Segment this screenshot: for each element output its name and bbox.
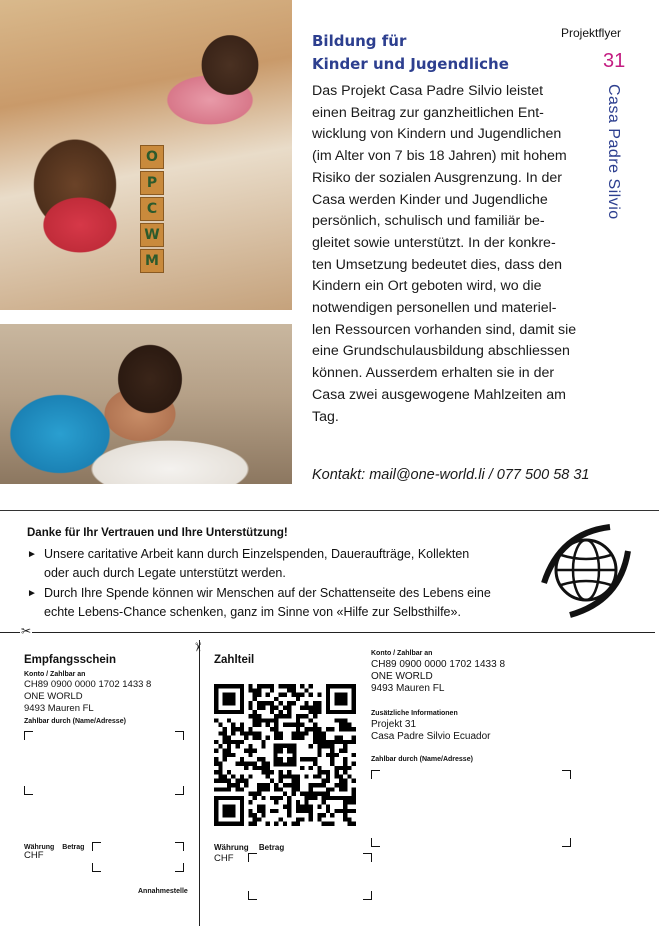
project-number: 31 bbox=[603, 50, 626, 72]
box-corner bbox=[562, 838, 571, 847]
receipt-iban: CH89 0900 0000 1702 1433 8 bbox=[24, 679, 152, 690]
scissors-icon: ✂ bbox=[191, 641, 206, 653]
text-line: Tag. bbox=[312, 408, 339, 425]
qr-finder-pattern bbox=[328, 686, 354, 712]
text-line: einen Beitrag zur ganzheitlichen Ent- bbox=[312, 104, 544, 121]
bullet-arrow-icon: ► bbox=[27, 588, 37, 599]
receipt-name: ONE WORLD bbox=[24, 691, 83, 702]
vertical-cut-line bbox=[199, 640, 200, 926]
box-corner bbox=[92, 863, 101, 872]
box-corner bbox=[175, 786, 184, 795]
photo-child-with-blocks bbox=[0, 0, 292, 310]
payment-account-label: Konto / Zahlbar an bbox=[371, 650, 433, 657]
additional-info-line: Projekt 31 bbox=[371, 719, 417, 730]
box-corner bbox=[371, 770, 380, 779]
box-corner bbox=[24, 731, 33, 740]
box-corner bbox=[248, 853, 257, 862]
payment-amount-label: Betrag bbox=[258, 843, 285, 852]
project-description bbox=[312, 81, 594, 428]
payment-payer-box[interactable] bbox=[371, 770, 571, 847]
letter-block: M bbox=[140, 249, 164, 273]
one-world-globe-icon bbox=[540, 523, 632, 618]
payment-currency-amount-labels bbox=[214, 843, 284, 852]
cut-line bbox=[0, 632, 655, 633]
thanks-heading: Danke für Ihr Vertrauen und Ihre Unterstützung! bbox=[27, 527, 288, 539]
receipt-payer-box[interactable] bbox=[24, 731, 184, 795]
text-line: Casa zwei ausgewogene Mahlzeiten am bbox=[312, 386, 566, 403]
text-line: (im Alter von 7 bis 18 Jahren) mit hohem bbox=[312, 148, 567, 165]
project-name-vertical: Casa Padre Silvio bbox=[605, 84, 622, 220]
payment-city: 9493 Mauren FL bbox=[371, 683, 445, 694]
payment-currency-label: Währung bbox=[214, 843, 249, 852]
receipt-payable-by-label: Zahlbar durch (Name/Adresse) bbox=[24, 718, 126, 725]
receipt-city: 9493 Mauren FL bbox=[24, 703, 94, 714]
title-line-1: Bildung für bbox=[312, 32, 407, 50]
letter-blocks bbox=[140, 145, 164, 275]
box-corner bbox=[363, 853, 372, 862]
payment-payable-by-label: Zahlbar durch (Name/Adresse) bbox=[371, 756, 473, 763]
receipt-amount-box[interactable] bbox=[92, 842, 184, 872]
receipt-account bbox=[24, 679, 151, 715]
receipt-amount-label: Betrag bbox=[62, 844, 85, 851]
box-corner bbox=[92, 842, 101, 851]
letter-block: P bbox=[140, 171, 164, 195]
bullet-line: oder auch durch Legate unterstützt werden. bbox=[44, 566, 286, 580]
text-line: gleitet sowie unterstützt. In der konkre- bbox=[312, 234, 556, 251]
bullet-line: Durch Ihre Spende können wir Menschen auf der Schattenseite des Lebens eine bbox=[44, 586, 491, 600]
letter-block: C bbox=[140, 197, 164, 221]
qr-finder-pattern bbox=[216, 798, 242, 824]
payment-account bbox=[371, 659, 505, 695]
divider bbox=[0, 510, 659, 511]
payment-title: Zahlteil bbox=[214, 654, 255, 666]
receipt-currency-label: Währung bbox=[24, 844, 55, 851]
bullet-item bbox=[27, 584, 517, 622]
box-corner bbox=[363, 891, 372, 900]
box-corner bbox=[562, 770, 571, 779]
receipt-account-label: Konto / Zahlbar an bbox=[24, 671, 86, 678]
receipt-currency: CHF bbox=[24, 850, 44, 861]
box-corner bbox=[175, 863, 184, 872]
text-line: notwendigen personellen und materiel- bbox=[312, 300, 557, 317]
qr-finder-pattern bbox=[216, 686, 242, 712]
bullet-line: echte Lebens-Chance schenken, ganz im Sinne von «Hilfe zur Selbsthilfe». bbox=[44, 605, 461, 619]
additional-info-label: Zusätzliche Informationen bbox=[371, 710, 458, 717]
qr-code bbox=[214, 684, 356, 826]
text-line: wicklung von Kindern und Jugendlichen bbox=[312, 126, 562, 143]
bullet-item bbox=[27, 545, 517, 583]
additional-info bbox=[371, 719, 491, 743]
acceptance-point-label: Annahmestelle bbox=[138, 888, 188, 895]
text-line: len Ressourcen vorhanden sind, damit sie bbox=[312, 321, 577, 338]
text-line: Das Projekt Casa Padre Silvio leistet bbox=[312, 83, 544, 99]
text-line: ten Umsetzung bedeutet dies, dass den bbox=[312, 256, 563, 273]
payment-amount-box[interactable] bbox=[248, 853, 372, 900]
contact-info: Kontakt: mail@one-world.li / 077 500 58 31 bbox=[312, 467, 590, 483]
box-corner bbox=[371, 838, 380, 847]
payment-iban: CH89 0900 0000 1702 1433 8 bbox=[371, 659, 506, 670]
photo-child-writing bbox=[0, 324, 292, 484]
text-line: Casa werden Kinder und Jugendliche bbox=[312, 191, 548, 208]
additional-info-line: Casa Padre Silvio Ecuador bbox=[371, 731, 491, 742]
payment-name: ONE WORLD bbox=[371, 671, 433, 682]
box-corner bbox=[175, 842, 184, 851]
box-corner bbox=[24, 786, 33, 795]
text-line: persönlich, schulisch und familiär be- bbox=[312, 213, 545, 230]
box-corner bbox=[248, 891, 257, 900]
flyer-label: Projektflyer bbox=[561, 26, 622, 40]
text-line: Risiko der sozialen Ausgrenzung. In der bbox=[312, 169, 562, 186]
bullet-line: Unsere caritative Arbeit kann durch Einzelspenden, Daueraufträge, Kollekten bbox=[44, 547, 470, 561]
text-line: können. Ausserdem erhalten sie in der bbox=[312, 365, 555, 382]
text-line: Kindern ein Ort geboten wird, wo die bbox=[312, 278, 542, 295]
bullet-arrow-icon: ► bbox=[27, 549, 37, 560]
receipt-title: Empfangsschein bbox=[24, 654, 117, 666]
scissors-icon: ✂ bbox=[21, 624, 32, 638]
box-corner bbox=[175, 731, 184, 740]
payment-currency: CHF bbox=[214, 853, 234, 864]
page-title bbox=[312, 30, 552, 76]
swiss-cross-icon bbox=[272, 742, 298, 768]
title-line-2: Kinder und Jugendliche bbox=[312, 55, 509, 73]
text-line: eine Grundschulausbildung abschliessen bbox=[312, 343, 570, 360]
letter-block: W bbox=[140, 223, 164, 247]
letter-block: O bbox=[140, 145, 164, 169]
